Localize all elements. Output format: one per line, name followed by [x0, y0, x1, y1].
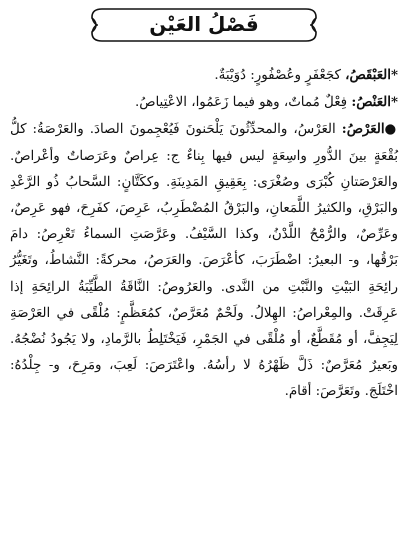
entry-marker: ●	[384, 121, 399, 138]
entry-ars	[10, 116, 398, 405]
entry-abqas	[10, 62, 398, 89]
entry-marker: *	[390, 94, 398, 111]
entry-text: فِعْلٌ مُماتٌ، وهو فيما زَعَمُوا، الاعْتِياصُ.	[135, 95, 352, 111]
entry-headword: العَبْقَصُ،	[345, 67, 391, 83]
section-title-banner	[88, 5, 320, 45]
entry-ans	[10, 89, 398, 116]
entry-text: العَرْسُ، والمحدِّثُونَ يَلْحَنونَ فَيُعْجِمونَ الصادَ. والعَرْصَةُ: كلُّ بُقْعَةٍ بينَ الدُّورِ واسِعَةٍ ليس فيها بِناءٌ ج: عِراصٌ وعَرَصاتٌ وأعْراصٌ. والعَرْصَتانِ كُبْرَى وصُغْرَى: بِعَقِيقِ المَدِينَةِ. وككَتَّانٍ: السَّحابُ ذُو الرَّعْدِ والبَرْقِ، والكثيرُ اللَّمَعانِ، والبَرْقُ المُضْطَرِبُ، عَرِصَ، كفَرِحَ، فهو عَرِصٌ، وعَرِّصٌ، والرُّمْحُ اللَّدْنُ، وكذا السَّيْفُ. وعَرَّصَتِ السماءُ تَعْرِصُ: دامَ بَرْقُها، و- البعيرُ: اضْطَرَبَ، كأعْرَصَ. والعَرَصُ، محركةً: النَّشاطُ، وتَغَيُّرُ رائِحَةِ البَيْتِ والنَّبْتِ من النَّدى. والعَرُوصُ: النَّاقَةُ الطَّيِّبَةُ الرائِحَةِ إذا عَرِقَتْ. والمِعْراصُ: الهِلالُ. ولَحْمٌ مُعَرَّصٌ، كمُعَظَّمٍ: مُلْقًى في العَرْصَةِ لِيَجِفَّ، أو مُقَطَّعٌ، أو مُلْقًى في الجَمْرِ، فَيَخْتَلِطُ بالرَّمادِ، ولا يَجُودُ نُضْجُهُ. وبَعيرٌ مُعَرَّصٌ: ذَلَّ ظَهْرُهُ لا رأسُهُ. واعْتَرَصَ: لَعِبَ، ومَرِحَ، و- جِلْدُهُ: اخْتَلَجَ. وتَعَرَّصَ: أقامَ.	[10, 122, 398, 400]
entry-headword: العَرْصُ:	[341, 121, 385, 138]
entry-text: كجَعْفَرٍ وعُصْفُورٍ: دُوَيْبَةٌ.	[214, 68, 346, 83]
entries-body	[10, 62, 398, 406]
entry-marker: *	[390, 67, 398, 83]
entry-headword: العَنْصُ:	[351, 94, 391, 111]
section-title: فَصْلُ العَيْن	[149, 12, 259, 36]
